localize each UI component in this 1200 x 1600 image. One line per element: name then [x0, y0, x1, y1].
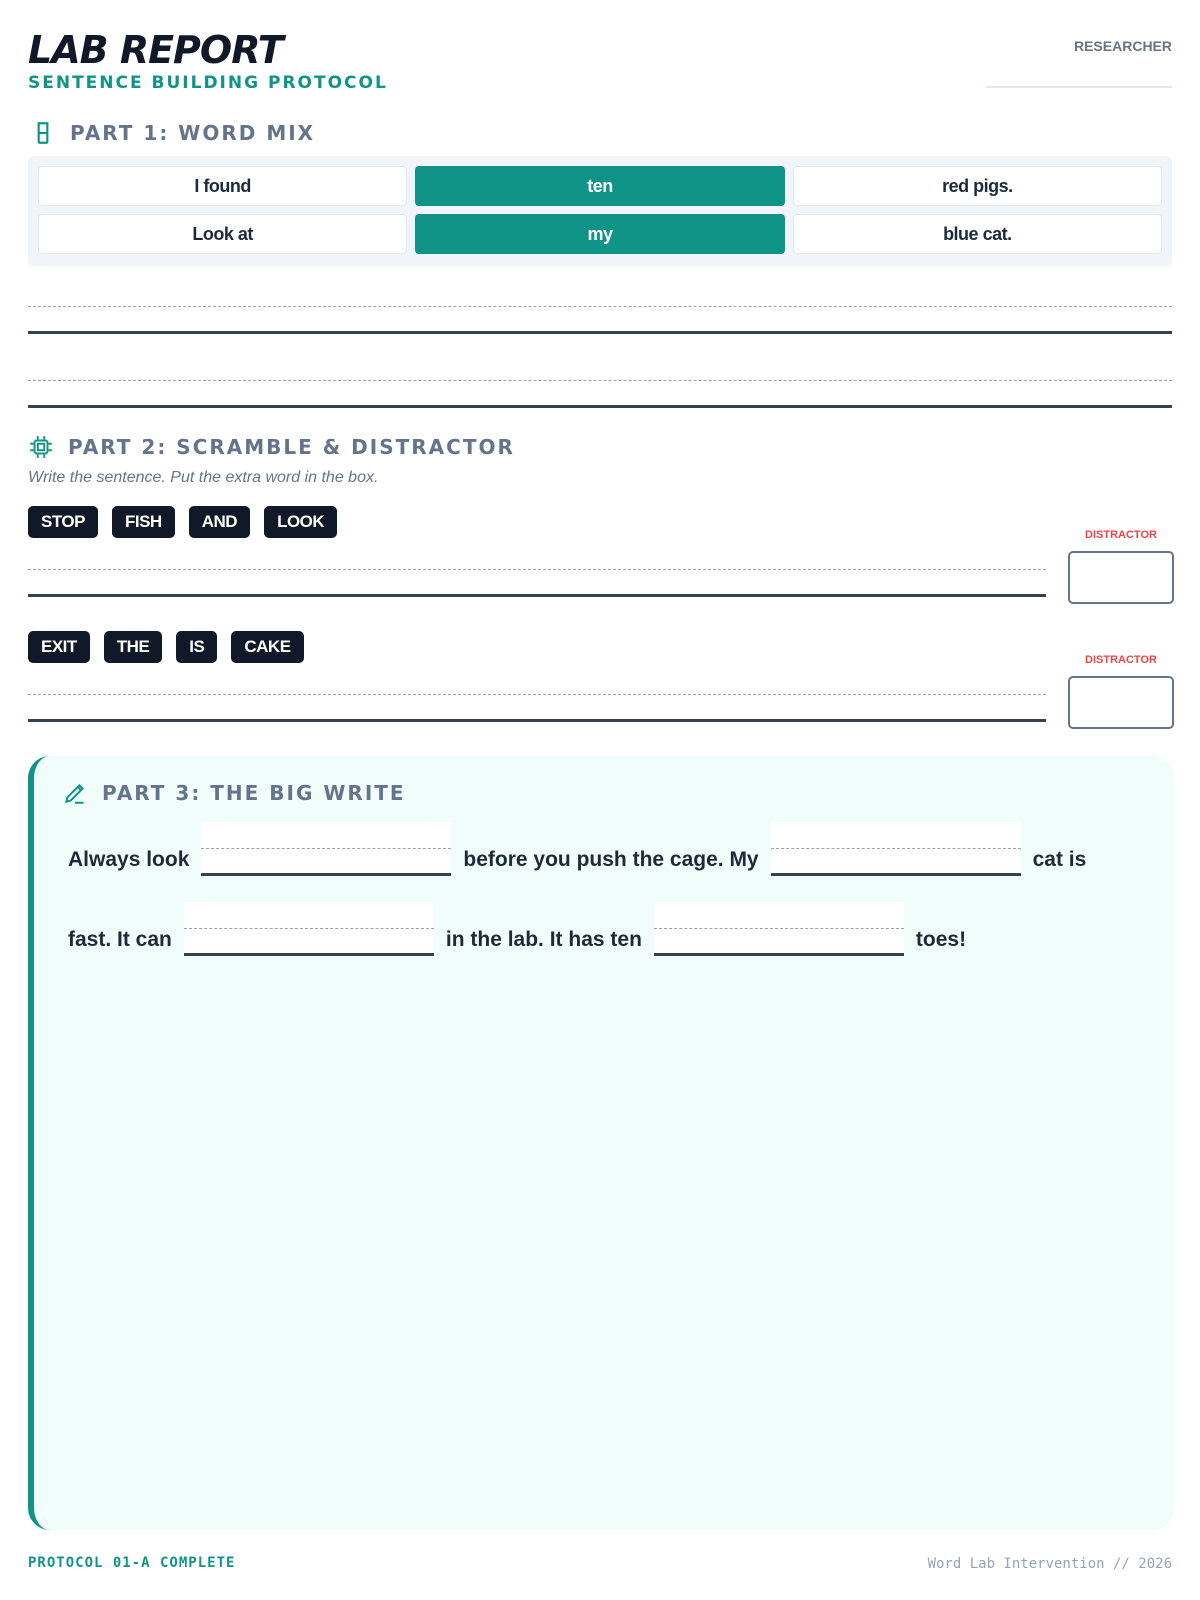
- word-chip: STOP: [28, 506, 98, 538]
- researcher-name-field[interactable]: [986, 86, 1172, 88]
- big-write-row-1: [68, 822, 1086, 876]
- footer-credit: Word Lab Intervention // 2026: [927, 1556, 1172, 1572]
- word-tile-highlight: my: [415, 214, 784, 254]
- word-tile: red pigs.: [793, 166, 1162, 206]
- word-chip: AND: [189, 506, 250, 538]
- scramble-writing-line-2[interactable]: [28, 694, 1046, 724]
- researcher-label: RESEARCHER: [1073, 38, 1172, 54]
- part1-heading: [30, 120, 315, 146]
- page-title: LAB REPORT: [28, 28, 283, 72]
- distractor-box-2[interactable]: [1068, 676, 1174, 729]
- sentence-text: cat is: [1032, 848, 1087, 871]
- part2-heading: [28, 434, 515, 460]
- sentence-text: toes!: [915, 928, 967, 951]
- sentence-text: before you push the cage. My: [463, 848, 759, 871]
- sentence-text: fast. It can: [68, 928, 172, 951]
- sentence-text: Always look: [68, 848, 190, 871]
- page-header: [28, 28, 1172, 98]
- page-subtitle: SENTENCE BUILDING PROTOCOL: [28, 73, 388, 93]
- footer-protocol: PROTOCOL 01-A COMPLETE: [28, 1555, 236, 1571]
- scramble-chips-2: [28, 631, 318, 663]
- scramble-writing-line-1[interactable]: [28, 569, 1046, 599]
- scramble-chips-1: [28, 506, 351, 538]
- pencil-icon: [62, 780, 88, 806]
- word-tile: blue cat.: [793, 214, 1162, 254]
- word-tile: I found: [38, 166, 407, 206]
- word-chip: LOOK: [264, 506, 337, 538]
- writing-line-1[interactable]: [28, 306, 1172, 336]
- word-chip: EXIT: [28, 631, 90, 663]
- chip-icon: [28, 434, 54, 460]
- word-chip: IS: [176, 631, 217, 663]
- word-chip: THE: [104, 631, 163, 663]
- part3-heading: [62, 780, 406, 806]
- word-tile-highlight: ten: [415, 166, 784, 206]
- fill-blank[interactable]: [654, 902, 904, 956]
- sentence-text: in the lab. It has ten: [445, 928, 642, 951]
- word-chip: CAKE: [231, 631, 303, 663]
- distractor-label: DISTRACTOR: [1085, 529, 1157, 541]
- distractor-label: DISTRACTOR: [1085, 654, 1157, 666]
- word-tile: Look at: [38, 214, 407, 254]
- part2-instruction: Write the sentence. Put the extra word in the box.: [28, 469, 379, 486]
- big-write-panel: [28, 756, 1174, 1530]
- distractor-box-1[interactable]: [1068, 551, 1174, 604]
- fill-blank[interactable]: [184, 902, 434, 956]
- word-chip: FISH: [112, 506, 175, 538]
- part3-title: PART 3: THE BIG WRITE: [102, 781, 406, 805]
- big-write-row-2: [68, 902, 966, 956]
- part2-title: PART 2: SCRAMBLE & DISTRACTOR: [68, 435, 515, 459]
- writing-line-2[interactable]: [28, 380, 1172, 410]
- fill-blank[interactable]: [201, 822, 451, 876]
- beaker-icon: [30, 120, 56, 146]
- part1-title: PART 1: WORD MIX: [70, 121, 316, 145]
- word-mix-box: [28, 156, 1172, 266]
- fill-blank[interactable]: [771, 822, 1021, 876]
